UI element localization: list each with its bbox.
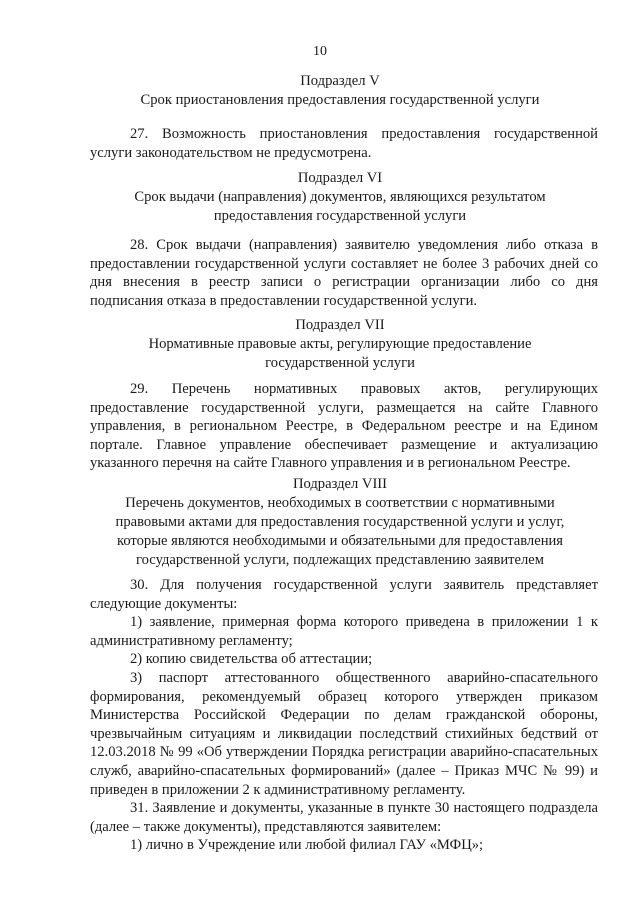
- subsection-title-line: государственной услуги: [265, 355, 415, 371]
- paragraph-28: 28. Срок выдачи (направления) заявителю уведомления либо отказа в предоставлении государственной услуги составляет не более 3 рабочих дней со дня внесения в реестр записи о регистрации организации либо со дня подписания отказа в предоставлении государственной услуги.: [90, 237, 598, 309]
- subsection-title-line: правовыми актами для предоставления государственной услуги и услуг,: [115, 514, 565, 530]
- subsection-v-heading: [80, 72, 600, 110]
- subsection-label: Подраздел VI: [297, 170, 383, 186]
- paragraph-30: 30. Для получения государственной услуги заявитель представляет следующие документы:: [90, 577, 598, 612]
- subsection-viii-heading: [80, 475, 600, 570]
- list-item: 3) паспорт аттестованного общественного аварийно-спасательного формирования, рекомендуемый образец которого утвержден приказом Министерства Российской Федерации по делам гражданской обороны, чрезвычайным ситуациям и ликвидации последствий стихийных бедствий от 12.03.2018 № 99 «Об утверждении Порядка регистрации аварийно-спасательных служб, аварийно-спасательных формирований» (далее – Приказ МЧС № 99) и приведен в приложении 2 к административному регламенту.: [90, 669, 598, 798]
- subsection-title-line: Перечень документов, необходимых в соответствии с нормативными: [125, 495, 555, 511]
- paragraph-29: 29. Перечень нормативных правовых актов, регулирующих предоставление государственной услуги, размещается на сайте Главного управления, в региональном Реестре, в Федеральном реестре и на Едином портале. Главное управление обеспечивает размещение и актуализацию указанного перечня на сайте Главного управления и в региональном Реестре.: [90, 381, 598, 472]
- subsection-label: Подраздел VII: [295, 317, 385, 333]
- subsection-vii-heading: [80, 316, 600, 373]
- subsection-title-line: Нормативные правовые акты, регулирующие предоставление: [148, 336, 532, 352]
- subsection-title-line: Срок приостановления предоставления государственной услуги: [140, 92, 540, 108]
- subsection-title-line: которые являются необходимыми и обязательными для предоставления: [116, 533, 564, 549]
- subsection-title-line: Срок выдачи (направления) документов, являющихся результатом: [134, 189, 546, 205]
- subsection-label: Подраздел V: [300, 73, 380, 89]
- paragraph-31: 31. Заявление и документы, указанные в пункте 30 настоящего подраздела (далее – также документы), представляются заявителем:: [90, 800, 598, 835]
- paragraph-27: 27. Возможность приостановления предоставления государственной услуги законодательством не предусмотрена.: [90, 126, 598, 161]
- list-item: 1) заявление, примерная форма которого приведена в приложении 1 к административному регламенту;: [90, 614, 598, 649]
- list-item: 2) копию свидетельства об аттестации;: [130, 651, 373, 668]
- paragraph-30-block: [90, 576, 598, 855]
- subsection-label: Подраздел VIII: [292, 476, 388, 492]
- subsection-title-line: предоставления государственной услуги: [213, 208, 467, 224]
- subsection-vi-heading: [80, 169, 600, 226]
- list-item: 1) лично в Учреждение или любой филиал ГАУ «МФЦ»;: [130, 837, 484, 854]
- page-number: 10: [313, 44, 327, 59]
- subsection-title-line: государственной услуги, подлежащих представлению заявителем: [136, 552, 544, 568]
